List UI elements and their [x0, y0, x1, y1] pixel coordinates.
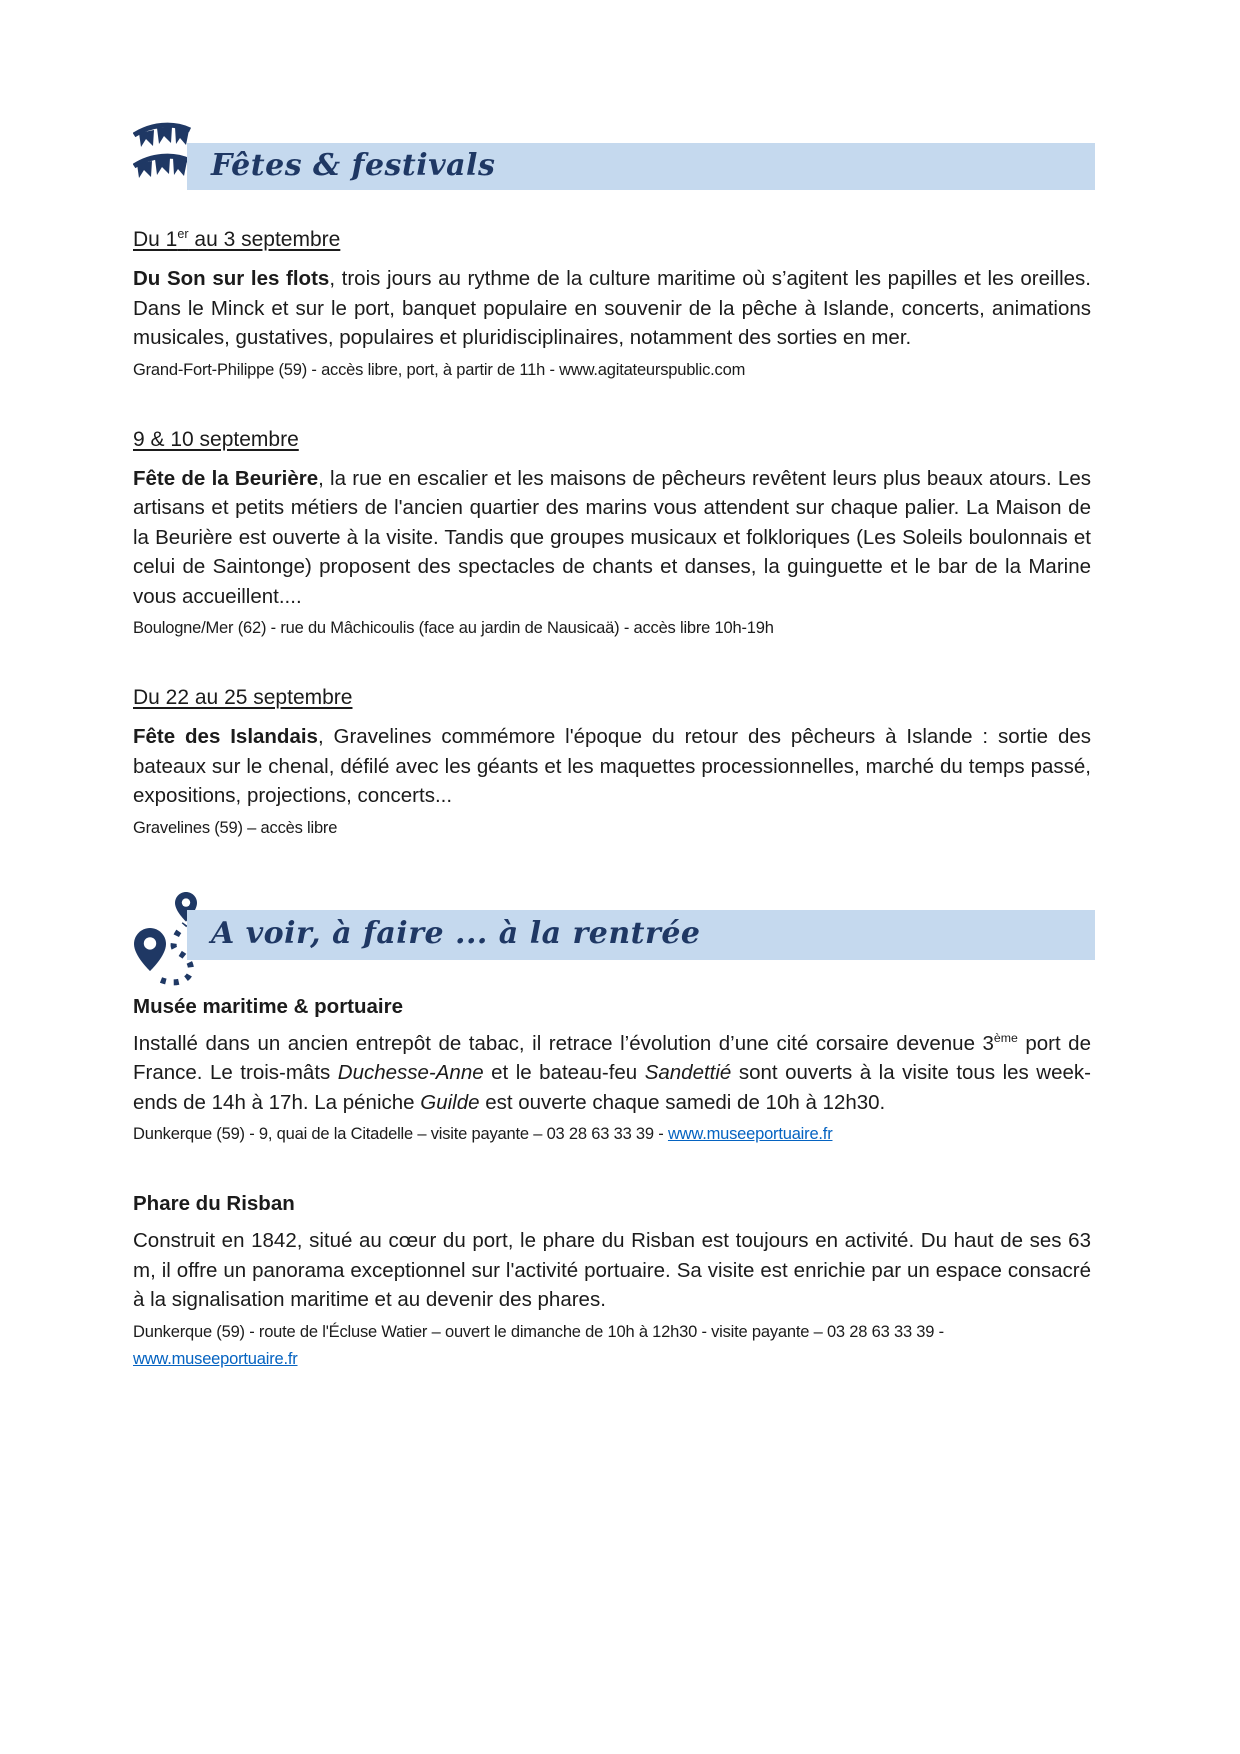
event-body-text: , Gravelines commémore l'époque du retour des pêcheurs à Islande : sortie des bateaux sur le chenal, défilé avec les géants et les maquettes processionnelles, marché du temps passé, expositions, projections, concerts...	[133, 725, 1091, 807]
ship-name-italic: Guilde	[420, 1090, 480, 1114]
event-practical-info: Grand-Fort-Philippe (59) - accès libre, port, à partir de 11h - www.agitateurspublic.com	[133, 360, 746, 379]
place-title: Musée maritime & portuaire	[133, 994, 403, 1018]
place-practical-info	[133, 1319, 1091, 1373]
info-text: Dunkerque (59) - route de l'Écluse Watier – ouvert le dimanche de 10h à 12h30 - visite payante – 03 28 63 33 39 -	[133, 1322, 944, 1341]
rentree-banner-title: A voir, à faire ... à la rentrée	[211, 915, 701, 951]
event-section-fete-de-la-beuriere	[133, 428, 1091, 643]
event-section-fete-des-islandais	[133, 686, 1091, 842]
place-section-phare-du-risban	[133, 1192, 1091, 1373]
bunting-flags-icon	[133, 118, 191, 195]
event-date-heading	[133, 428, 1091, 452]
place-body-text: Installé dans un ancien entrepôt de tabac, il retrace l’évolution d’une cité corsaire devenue 3	[133, 1031, 994, 1055]
rentree-banner	[133, 890, 1091, 990]
info-text: Dunkerque (59) - 9, quai de la Citadelle – visite payante – 03 28 63 33 39 -	[133, 1125, 668, 1143]
place-body-text: et le bateau-feu	[483, 1061, 645, 1084]
place-description	[133, 1029, 1091, 1118]
rentree-banner-strip	[187, 910, 1095, 960]
event-description	[133, 464, 1091, 612]
event-title-lead: Fête des Islandais	[133, 725, 318, 748]
event-practical-info: Boulogne/Mer (62) - rue du Mâchicoulis (face au jardin de Nausicaä) - accès libre 10h-19h	[133, 619, 774, 637]
event-description	[133, 722, 1091, 811]
place-description: Construit en 1842, situé au cœur du port, le phare du Risban est toujours en activité. Du haut de ses 63 m, il offre un panorama exceptionnel sur l'activité portuaire. Sa visite est enrichie par un espace consacré à la signalisation maritime et au devenir des phares.	[133, 1229, 1091, 1311]
event-description	[133, 264, 1091, 353]
event-title-lead: Du Son sur les flots	[133, 267, 330, 290]
place-body-text: port de France. Le trois-mâts	[133, 1031, 1091, 1084]
place-practical-info	[133, 1121, 1091, 1148]
ship-name-italic: Sandettié	[644, 1061, 732, 1084]
date-text: Du 22 au 25 septembre	[133, 686, 353, 709]
ordinal-superscript: ème	[993, 1030, 1018, 1045]
place-title: Phare du Risban	[133, 1192, 295, 1215]
festivals-banner-strip	[187, 143, 1095, 190]
festivals-banner	[133, 118, 1091, 190]
place-body-text: est ouverte chaque samedi de 10h à 12h30.	[479, 1090, 886, 1114]
museeportuaire-link[interactable]: www.museeportuaire.fr	[667, 1125, 833, 1143]
festivals-banner-title: Fêtes & festivals	[211, 147, 496, 183]
event-body-text: , la rue en escalier et les maisons de pêcheurs revêtent leurs plus beaux atours. Les artisans et petits métiers de l'ancien quartier des marins vous attendent sur chaque palier. La Maison de la Beurière est ouverte à la visite. Tandis que groupes musicaux et folkloriques (Les Soleils boulonnais et celui de Saintonge) proposent des spectacles de chants et danses, la guinguette et le bar de la Marine vous accueillent....	[133, 466, 1091, 608]
event-body-text: , trois jours au rythme de la culture maritime où s’agitent les papilles et les oreilles. Dans le Minck et sur le port, banquet populaire en souvenir de la pêche à Islande, concerts, animations musicales, gustatives, populaires et pluridisciplinaires, notamment des sorties en mer.	[133, 267, 1091, 349]
page-content	[133, 0, 1091, 1373]
ship-name-italic: Duchesse-Anne	[337, 1061, 484, 1084]
place-body-text: sont ouverts à la visite tous les week-ends de 14h à 17h. La péniche	[133, 1061, 1091, 1114]
date-text: au 3 septembre	[188, 228, 341, 251]
event-title-lead: Fête de la Beurière	[133, 466, 319, 490]
event-date-heading	[133, 686, 1091, 710]
place-section-musee-maritime	[133, 995, 1091, 1149]
museeportuaire-link[interactable]: www.museeportuaire.fr	[133, 1349, 298, 1368]
event-practical-info: Gravelines (59) – accès libre	[133, 818, 338, 837]
date-superscript: er	[177, 227, 189, 241]
event-section-son-sur-les-flots	[133, 228, 1091, 384]
date-text: 9 & 10 septembre	[133, 427, 299, 451]
event-date-heading	[133, 228, 1091, 252]
date-text: Du 1	[133, 228, 178, 251]
